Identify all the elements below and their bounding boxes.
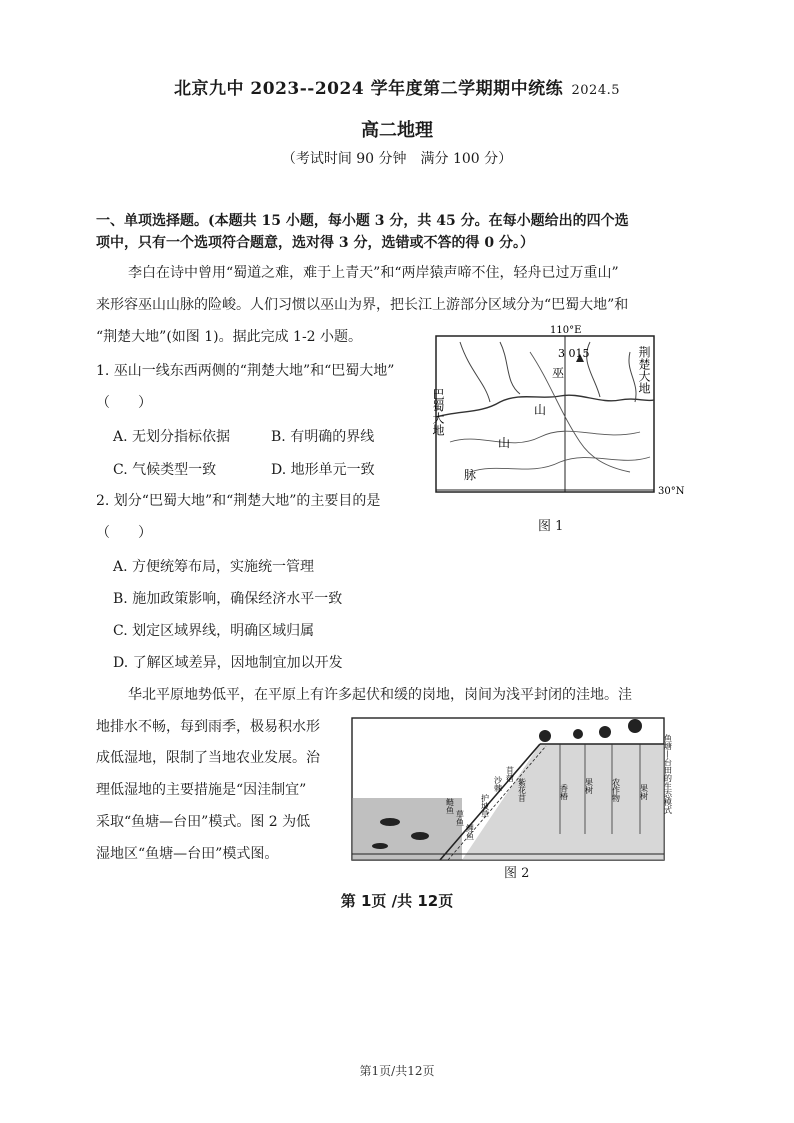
fig2-label-9: 果树 xyxy=(584,778,594,794)
fig2-tree-2 xyxy=(573,729,583,739)
page-footer: 第1页/共12页 xyxy=(359,1064,435,1078)
q1-option-b: B. 有明确的界线 xyxy=(271,429,375,445)
q1-option-a: A. 无划分指标依据 xyxy=(113,429,231,445)
intro2-line2: 地排水不畅，每到雨季，极易积水形 xyxy=(96,719,320,735)
intro2-line1: 华北平原地势低平，在平原上有许多起伏和缓的岗地，岗间为浅平封闭的洼地。洼 xyxy=(128,687,632,703)
fig2-fish-1 xyxy=(380,818,400,826)
figure1-map xyxy=(430,322,690,502)
section-heading-line2: 项中，只有一个选项符合题意，选对得 3 分，选错或不答的得 0 分。） xyxy=(96,235,534,251)
section-heading-line1: 一、单项选择题。(本题共 15 小题，每小题 3 分，共 45 分。在每小题给出的四个选 xyxy=(96,213,629,229)
fig2-label-8: 香椿 xyxy=(559,784,569,800)
fig2-label-7: 紫花苜 xyxy=(517,778,527,802)
q2-stem: 2. 划分“巴蜀大地”和“荆楚大地”的主要目的是 xyxy=(96,493,381,509)
fig2-label-10: 农作物 xyxy=(611,778,621,802)
q1-paren: （ ） xyxy=(96,395,152,411)
intro2-line4: 理低湿地的主要措施是“因洼制宜” xyxy=(96,782,307,798)
figure2-caption: 图 2 xyxy=(504,866,530,881)
q2-paren: （ ） xyxy=(96,525,152,541)
map-ridge-char-1: 巫 xyxy=(552,366,565,380)
exam-title-text: 北京九中 2023--2024 学年度第二学期期中统练 xyxy=(174,79,564,99)
subject-title: 高二地理 xyxy=(361,120,433,141)
intro2-line5: 采取“鱼塘—台田”模式。图 2 为低 xyxy=(96,814,311,830)
map-left-region: 巴蜀大地 xyxy=(431,388,445,436)
q2-option-b: B. 施加政策影响，确保经济水平一致 xyxy=(113,591,343,607)
fig2-tree-4 xyxy=(628,719,642,733)
exam-date: 2024.5 xyxy=(571,83,620,98)
fig2-label-11: 果树 xyxy=(639,784,649,800)
fig2-tree-3 xyxy=(599,726,611,738)
fig2-label-1: 鲢鱼 xyxy=(445,798,455,814)
map-ridge-char-3: 山 xyxy=(498,436,511,450)
q1-option-d: D. 地形单元一致 xyxy=(271,462,375,478)
fig2-label-6: 苜蓿 xyxy=(505,766,515,782)
map-contour-1 xyxy=(450,431,640,443)
fig2-fish-2 xyxy=(411,832,429,840)
map-latitude-label: 30°N xyxy=(658,486,685,497)
intro1-line3: “荆楚大地”(如图 1)。据此完成 1-2 小题。 xyxy=(96,329,363,345)
q2-option-a: A. 方便统筹布局，实施统一管理 xyxy=(113,559,315,575)
fig2-label-5: 沙棘 xyxy=(493,776,503,792)
fig2-label-4: 护坡草 xyxy=(480,794,490,818)
fig2-tree-1 xyxy=(539,730,551,742)
map-peak-label: 3 015 xyxy=(558,347,590,360)
map-ridge-char-2: 山 xyxy=(534,403,547,417)
intro2-line6: 湿地区“鱼塘—台田”模式图。 xyxy=(96,846,279,862)
exam-title xyxy=(0,74,794,99)
intro1-line2: 来形容巫山山脉的险峻。人们习惯以巫山为界，把长江上游部分区域分为“巴蜀大地”和 xyxy=(96,297,629,313)
figure1-caption: 图 1 xyxy=(538,519,564,534)
fig2-side-label: 鱼塘—台田的生态模式 xyxy=(663,734,673,814)
fig2-label-3: 鲤鱼 xyxy=(465,824,475,840)
map-ridge-char-4: 脉 xyxy=(464,468,477,482)
q1-stem: 1. 巫山一线东西两侧的“荆楚大地”和“巴蜀大地” xyxy=(96,363,395,379)
q2-option-d: D. 了解区域差异，因地制宜加以开发 xyxy=(113,655,343,671)
exam-time-info: （考试时间 90 分钟 满分 100 分） xyxy=(281,151,513,167)
fig2-platform-field xyxy=(462,744,664,860)
map-contour-2 xyxy=(470,457,650,472)
map-longitude-label: 110°E xyxy=(550,325,582,336)
q1-option-c: C. 气候类型一致 xyxy=(113,462,217,478)
fig2-fish-3 xyxy=(372,843,388,849)
section-heading xyxy=(96,210,696,254)
fig2-label-2: 草鱼 xyxy=(455,810,465,826)
page-number: 第 1页 /共 12页 xyxy=(340,892,454,910)
map-right-region: 荆楚大地 xyxy=(637,346,651,394)
figure2-diagram xyxy=(350,714,686,864)
intro1-line1: 李白在诗中曾用“蜀道之难，难于上青天”和“两岸猿声啼不住，轻舟已过万重山” xyxy=(128,265,619,281)
q2-option-c: C. 划定区域界线，明确区域归属 xyxy=(113,623,315,639)
map-tributaries xyxy=(460,342,636,402)
intro2-line3: 成低湿地，限制了当地农业发展。治 xyxy=(96,750,320,766)
